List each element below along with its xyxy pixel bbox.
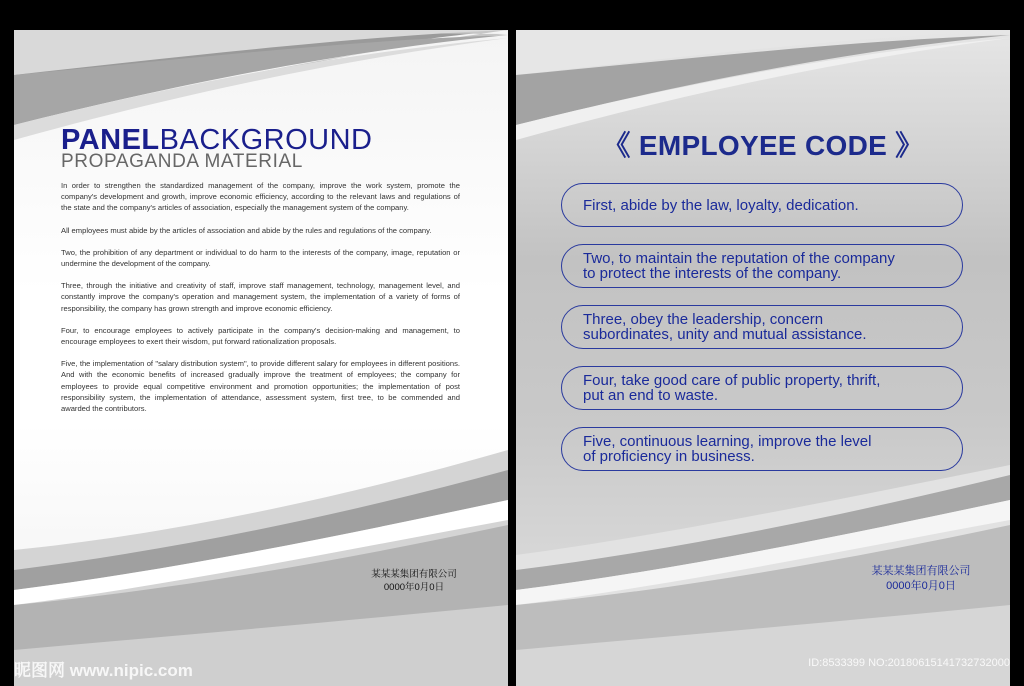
paragraph: All employees must abide by the articles of association and abide by the rules and regulations of the company.	[61, 225, 432, 235]
code-item-line: Two, to maintain the reputation of the company	[583, 250, 895, 267]
code-title: 《 EMPLOYEE CODE 》	[602, 130, 924, 161]
code-item	[561, 366, 963, 410]
footer-signature	[339, 568, 489, 594]
code-item-line: to protect the interests of the company.	[583, 265, 842, 282]
code-item-line: subordinates, unity and mutual assistance.	[583, 326, 867, 343]
code-item-line: Five, continuous learning, improve the level	[583, 433, 872, 450]
id-watermark: ID:8533399 NO:20180615141732732000	[808, 657, 1010, 669]
code-item	[561, 244, 963, 288]
body-text	[61, 180, 460, 425]
code-item-line: put an end to waste.	[583, 387, 719, 404]
employee-code-page	[516, 30, 1010, 686]
title-light: BACKGROUND	[159, 124, 373, 156]
paragraph: Three, through the initiative and creativity of staff, improve staff management, technology, management level, and constantly improve the company's operation and management system, the implementation of a variety of forms of responsibility, the company has grown strength and improve economic efficiency.	[61, 281, 460, 313]
panel-background-page	[14, 30, 508, 686]
code-item-line: Three, obey the leadership, concern	[583, 311, 824, 328]
paragraph: Two, the prohibition of any department or individual to do harm to the interests of the company, image, reputation or undermine the development of the company.	[61, 247, 460, 269]
code-item	[561, 427, 963, 471]
code-item-line: Four, take good care of public property, thrift,	[583, 372, 881, 389]
date-text: 0000年0月0日	[886, 580, 956, 592]
site-watermark: 昵图网 www.nipic.com	[14, 661, 193, 680]
code-item-line: First, abide by the law, loyalty, dedication.	[583, 196, 859, 214]
footer-signature	[846, 564, 996, 594]
company-name: 某某某集团有限公司	[371, 569, 457, 580]
paragraph: Five, the implementation of "salary distribution system", to provide different salary for employees in different positions. And with the economic benefits of increased gradually improve the treatment of employees; the company for employees to provide equal competitive environment and promotion opportunities; the implementation of post responsibility system, the implementation of attendance, assessment system, first tree, to be commended and awarded the contributors.	[61, 359, 460, 414]
paragraph: In order to strengthen the standardized management of the company, improve the work system, promote the company's development and growth, improve economic efficiency, according to the relevant laws and regulations of the state and the company's articles of association, especially the management system of the company.	[61, 181, 460, 213]
company-name: 某某某集团有限公司	[871, 565, 971, 577]
code-item	[561, 183, 963, 227]
title-bold: PANEL	[61, 124, 160, 156]
code-item	[561, 305, 963, 349]
page-subtitle: PROPAGANDA MATERIAL	[61, 151, 303, 172]
paragraph: Four, to encourage employees to actively participate in the company's decision-making and management, to encourage employees to exert their wisdom, put forward rationalization proposals.	[61, 325, 460, 347]
code-item-line: of proficiency in business.	[583, 448, 755, 465]
date-text: 0000年0月0日	[383, 582, 445, 593]
